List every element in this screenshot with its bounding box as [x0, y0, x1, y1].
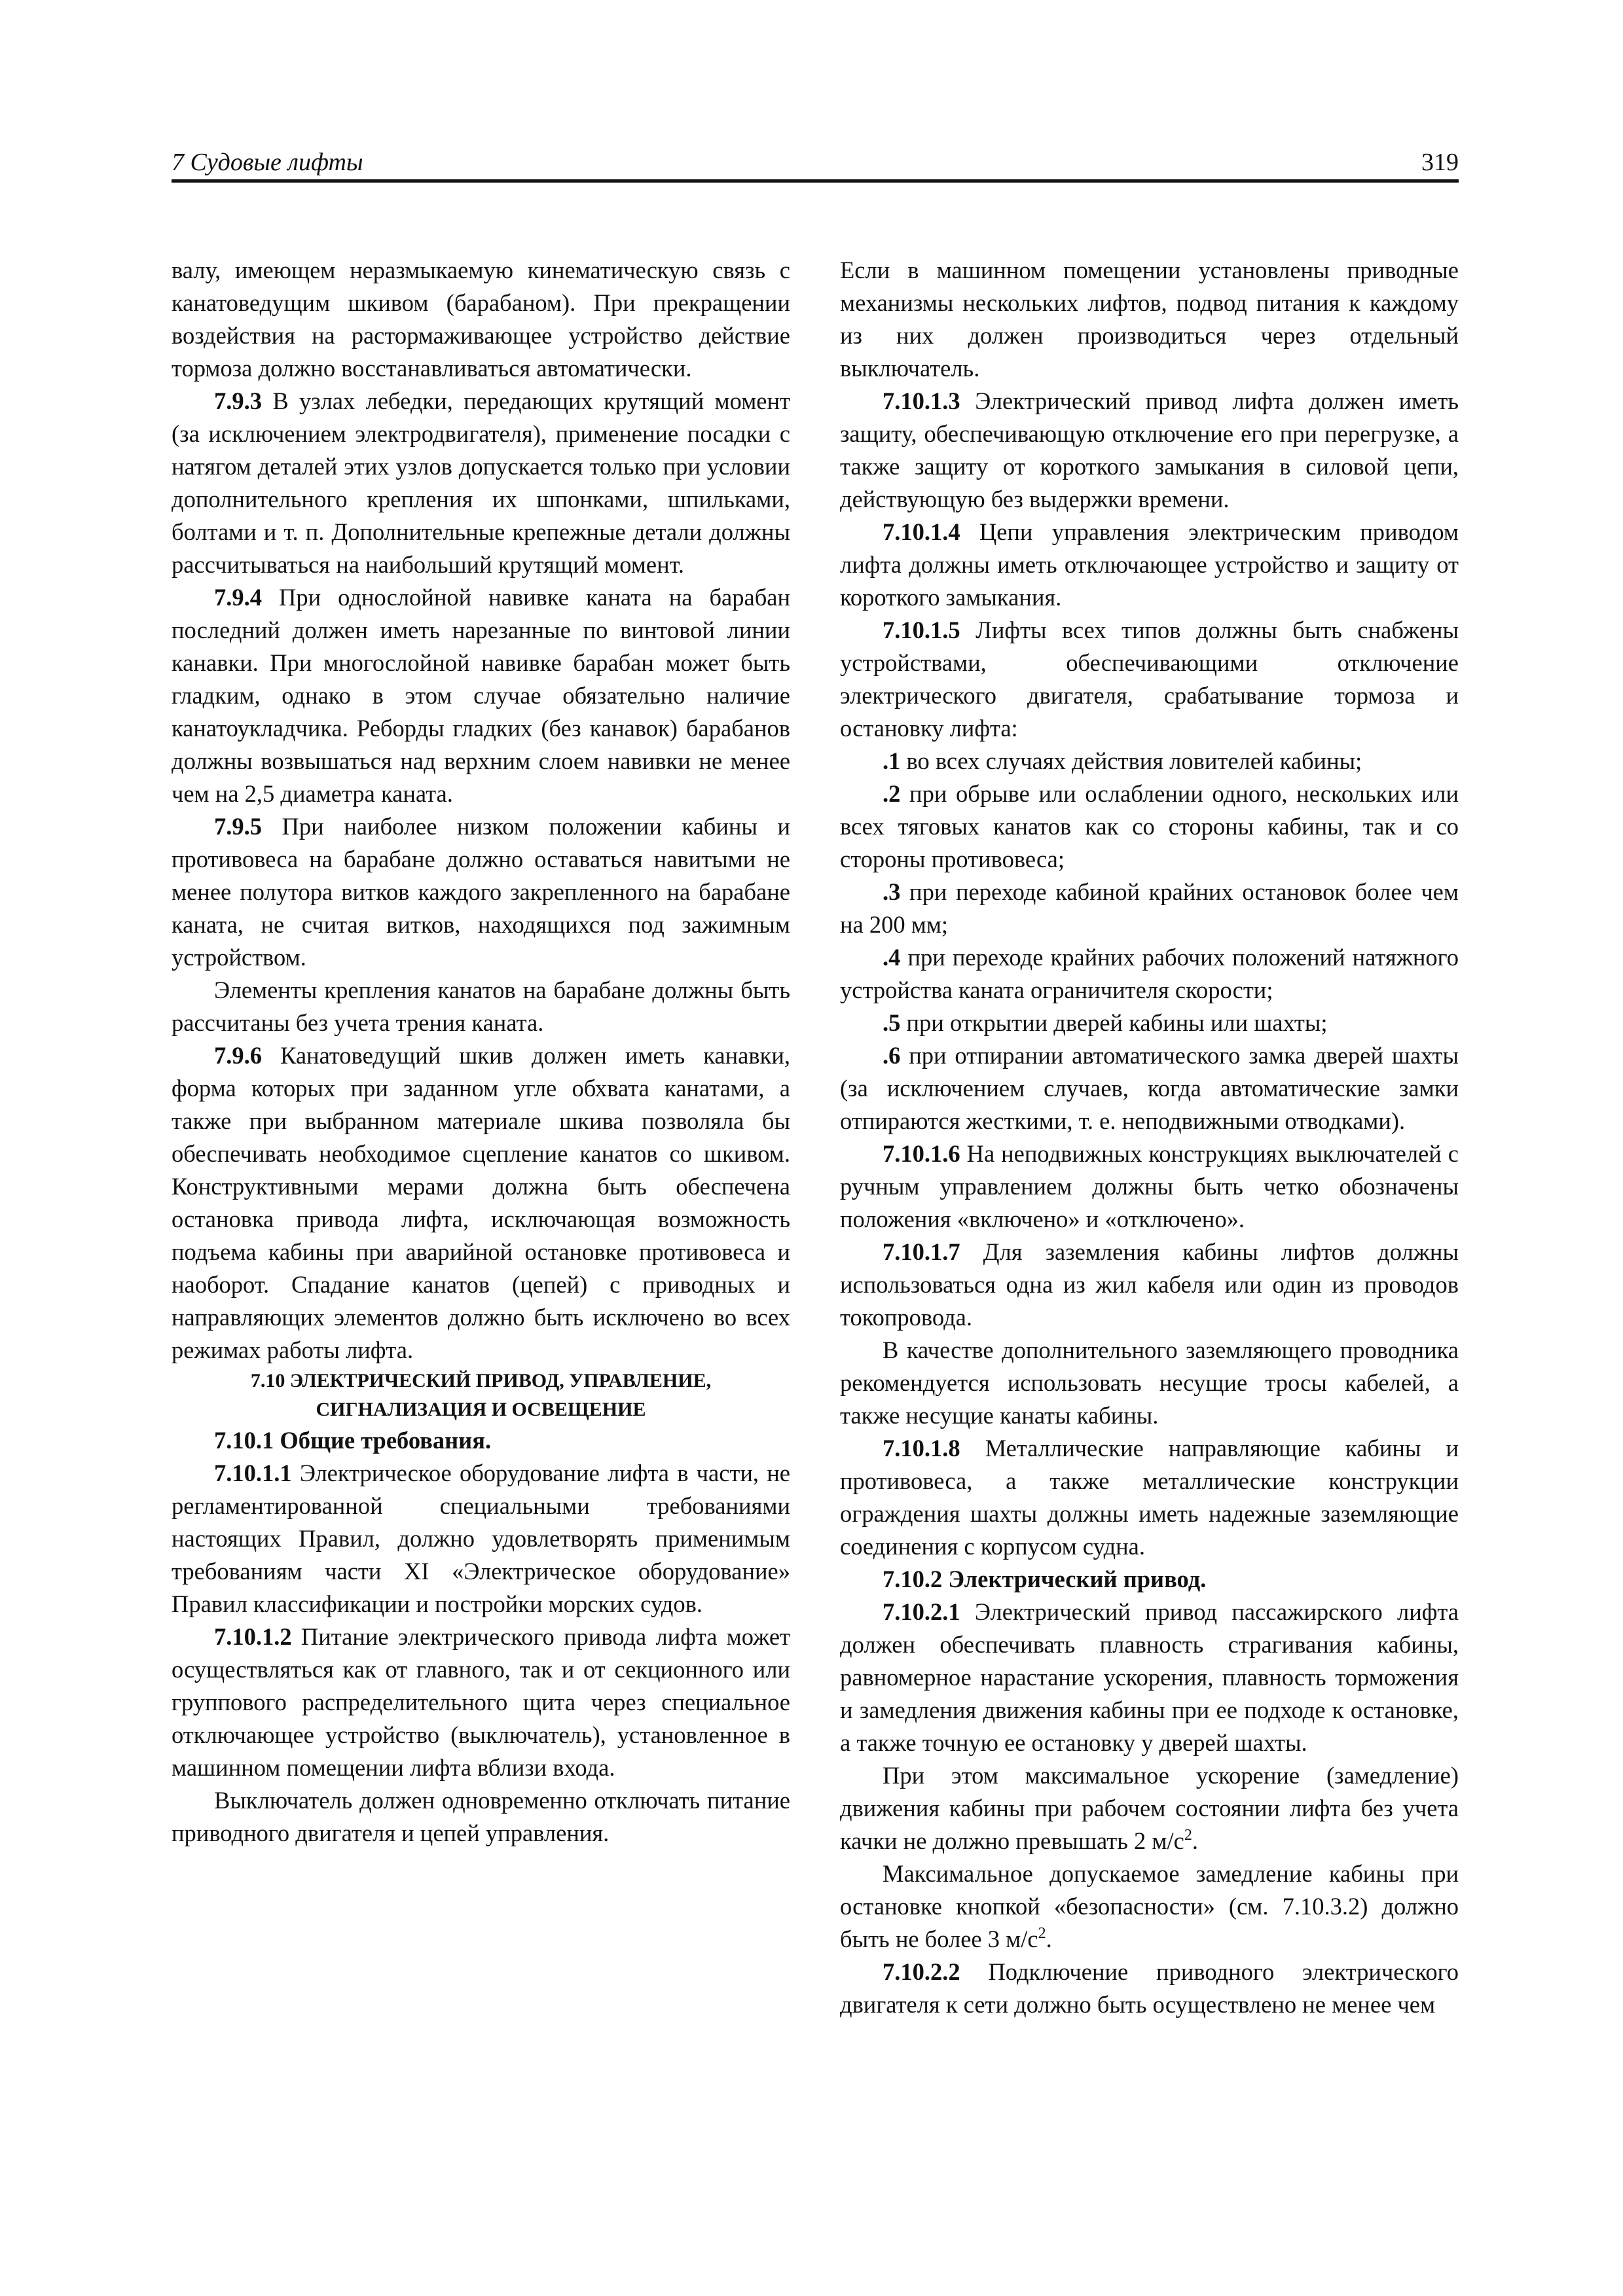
paragraph: В качестве дополнительного заземляющего проводника рекомендуется использовать несущие тросы кабелей, а также несущие канаты кабины.: [840, 1336, 1459, 1429]
paragraph-7-10-1-6: 7.10.1.6 На неподвижных конструкциях выключателей с ручным управлением должны быть четко обозначены положения «включено» и «отключено».: [840, 1140, 1459, 1232]
list-item: .5 при открытии дверей кабины или шахты;: [883, 1009, 1328, 1036]
list-item: .2 при обрыве или ослаблении одного, нескольких или всех тяговых канатов как со стороны кабины, так и со стороны противовеса;: [840, 780, 1459, 872]
paragraph: Выключатель должен одновременно отключать питание приводного двигателя и цепей управления.: [172, 1787, 790, 1846]
item-number: .6: [883, 1042, 901, 1069]
list-item: .4 при переходе крайних рабочих положений натяжного устройства каната ограничителя скорости;: [840, 944, 1459, 1003]
paragraph: Если в машинном помещении установлены приводные механизмы нескольких лифтов, подвод питания к каждому из них должен производиться через отдельный выключатель.: [840, 257, 1459, 382]
paragraph-7-10-2-2: 7.10.2.2 Подключение приводного электрического двигателя к сети должно быть осуществлено не менее чем: [840, 1958, 1459, 2018]
clause-number: 7.10.1.6: [883, 1140, 960, 1167]
paragraph-7-10-1-4: 7.10.1.4 Цепи управления электрическим приводом лифта должны иметь отключающее устройство и защиту от короткого замыкания.: [840, 518, 1459, 611]
paragraph: валу, имеющем неразмыкаемую кинематическую связь с канатоведущим шкивом (барабаном). При прекращении воздействия на растормаживающее устройство действие тормоза должно восстанавливаться автоматически.: [172, 257, 790, 382]
clause-number: 7.10.1.7: [883, 1238, 960, 1265]
subsection-heading-7-10-1: 7.10.1 Общие требования.: [214, 1427, 492, 1454]
paragraph-7-9-4: 7.9.4 При однослойной навивке каната на барабан последний должен иметь нарезанные по винтовой линии канавки. При многослойной навивке барабан может быть гладким, однако в этом случае обязательно наличие канатоукладчика. Реборды гладких (без канавок) барабанов должны возвышаться над верхним слоем навивки не менее чем на 2,5 диаметра каната.: [172, 584, 790, 807]
page-number: 319: [1421, 149, 1459, 176]
clause-number: 7.10.1.1: [214, 1460, 292, 1486]
paragraph-7-10-1-3: 7.10.1.3 Электрический привод лифта должен иметь защиту, обеспечивающую отключение его при перегрузке, а также защиту от короткого замыкания в силовой цепи, действующую без выдержки времени.: [840, 387, 1459, 512]
subsection-heading-7-10-2: 7.10.2 Электрический привод.: [883, 1566, 1207, 1592]
clause-number: 7.10.2.2: [883, 1958, 960, 1985]
item-number: .4: [883, 944, 901, 971]
clause-number: 7.10.1.8: [883, 1435, 960, 1462]
clause-number: 7.10.1.2: [214, 1623, 292, 1650]
clause-number: 7.10.1.3: [883, 387, 960, 414]
clause-number: 7.10.2.1: [883, 1598, 960, 1625]
paragraph-7-10-2-1: 7.10.2.1 Электрический привод пассажирского лифта должен обеспечивать плавность страгивания кабины, равномерное нарастание ускорения, плавность торможения и замедления движения кабины при ее подходе к остановке, а также точную ее остановку у дверей шахты.: [840, 1598, 1459, 1756]
section-heading-7-10: 7.10 ЭЛЕКТРИЧЕСКИЙ ПРИВОД, УПРАВЛЕНИЕ, СИГНАЛИЗАЦИЯ И ОСВЕЩЕНИЕ: [250, 1370, 712, 1420]
item-number: .5: [883, 1009, 901, 1036]
paragraph: Максимальное допускаемое замедление кабины при остановке кнопкой «безопасности» (см. 7.10.3.2) должно быть не более 3 $м/с^2$.: [840, 1860, 1459, 1952]
list-item: .1 во всех случаях действия ловителей кабины;: [883, 747, 1362, 774]
running-title: 7 Судовые лифты: [172, 149, 363, 176]
paragraph: Элементы крепления канатов на барабане должны быть рассчитаны без учета трения каната.: [172, 977, 790, 1036]
item-number: .3: [883, 878, 901, 905]
paragraph-7-10-1-5: 7.10.1.5 Лифты всех типов должны быть снабжены устройствами, обеспечивающими отключение электрического двигателя, срабатывание тормоза и остановку лифта:: [840, 617, 1459, 742]
clause-number: 7.10.1.5: [883, 617, 960, 643]
clause-number: 7.9.3: [214, 387, 262, 414]
clause-number: 7.9.6: [214, 1042, 262, 1069]
paragraph: При этом максимальное ускорение (замедление) движения кабины при рабочем состоянии лифта без учета качки не должно превышать 2 $м/с^2$.: [840, 1762, 1459, 1854]
paragraph-7-10-1-1: 7.10.1.1 Электрическое оборудование лифта в части, не регламентированной специальными требованиями настоящих Правил, должно удовлетворять применимым требованиям части XI «Электрическое оборудование» Правил классификации и постройки морских судов.: [172, 1460, 790, 1617]
paragraph-7-10-1-2: 7.10.1.2 Питание электрического привода лифта может осуществляться как от главного, так и от секционного или группового распределительного щита через специальное отключающее устройство (выключатель), установленное в машинном помещении лифта вблизи входа.: [172, 1623, 790, 1781]
paragraph-7-9-6: 7.9.6 Канатоведущий шкив должен иметь канавки, форма которых при заданном угле обхвата канатами, а также при выбранном материале шкива позволяла бы обеспечивать необходимое сцепление канатов со шкивом. Конструктивными мерами должна быть обеспечена остановка привода лифта, исключающая возможность подъема кабины при аварийной остановке противовеса и наоборот. Спадание канатов (цепей) с приводных и направляющих элементов должно быть исключено во всех режимах работы лифта.: [172, 1042, 790, 1363]
list-item: .3 при переходе кабиной крайних остановок более чем на 200 мм;: [840, 878, 1459, 938]
item-number: .2: [883, 780, 901, 807]
clause-number: 7.10.1.4: [883, 518, 960, 545]
paragraph-7-9-5: 7.9.5 При наиболее низком положении кабины и противовеса на барабане должно оставаться навитыми не менее полутора витков каждого закрепленного на барабане каната, не считая витков, находящихся под зажимным устройством.: [172, 813, 790, 971]
left-column: [172, 254, 790, 1850]
page-header: [172, 140, 1459, 183]
paragraph-7-10-1-8: 7.10.1.8 Металлические направляющие кабины и противовеса, а также металлические конструкции ограждения шахты должны иметь надежные заземляющие соединения с корпусом судна.: [840, 1435, 1459, 1560]
paragraph-7-10-1-7: 7.10.1.7 Для заземления кабины лифтов должны использоваться одна из жил кабеля или один из проводов токопровода.: [840, 1238, 1459, 1331]
item-number: .1: [883, 747, 901, 774]
right-column: [840, 254, 1459, 2021]
clause-number: 7.9.4: [214, 584, 262, 611]
list-item: .6 при отпирании автоматического замка дверей шахты (за исключением случаев, когда автоматические замки отпираются жесткими, т. е. неподвижными отводками).: [840, 1042, 1459, 1134]
paragraph-7-9-3: 7.9.3 В узлах лебедки, передающих крутящий момент (за исключением электродвигателя), применение посадки с натягом деталей этих узлов допускается только при условии дополнительного крепления их шпонками, шпильками, болтами и т. п. Дополнительные крепежные детали должны рассчитываться на наибольший крутящий момент.: [172, 387, 790, 578]
clause-number: 7.9.5: [214, 813, 262, 840]
